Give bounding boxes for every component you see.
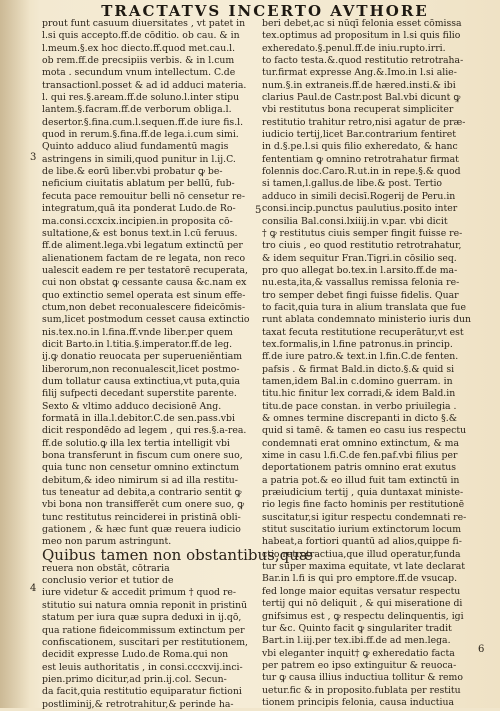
text-line: desertor.§.fina.cum.l.sequen.ff.de iure fis.l. [42,116,244,128]
text-line: in d.§.pe.l.si quis filio exheredato, & hanc [262,141,458,153]
text-line: sum,licet postmodum cesset causa extinctio [42,314,250,326]
text-line: to facto testa.&.quod restitutio retrotraha- [262,55,464,67]
text-line: formatā in illa.l.debitor.C.de sen.pass.vbi [42,413,235,424]
text-line: titu.hic finitur lex corradi,& idem Bald.in [262,388,456,400]
text-line: tionem principis felonia, causa inductiua [262,696,455,708]
text-line: dum tollatur causa extinctiua,vt puta,quia [42,375,241,387]
text-line: ff.de solutio.ꝙ illa lex tertia intelligit vbi [42,437,230,449]
right-text-column [262,18,474,709]
text-line: ma.consi.ccxcix.incipien.in proposita cō- [42,215,233,227]
text-line: habeat,a fortiori quantū ad alios,quippe fi- [262,536,462,548]
text-line: iure videtur & accedit primum † quod re- [42,587,237,599]
text-line: reuera non obstāt, cōtraria [42,562,170,574]
text-line: titu.de pace constan. in verbo priuilegia . [262,400,457,412]
text-line: pafsis . & firmat Bald.in dicto.§.& quid si [262,363,455,375]
page-spine-shadow [0,0,30,708]
text-line: gationem , & hæc funt quæ reuera iudicio [42,524,241,536]
text-line: fed longe maior equitas versatur respectu [262,585,461,597]
text-line: debitum,& ideo nimirum si ad illa restitu- [42,474,238,486]
text-line: præiudicium tertij , quia duntaxat ministe- [262,487,464,499]
text-line: & omnes termine discrepanti in dicto §.& [262,413,457,424]
text-line: si tamen,l.gallus.de libe.& post. Tertio [262,178,443,190]
text-line: decidit expresse Ludo.de Roma.qui non [42,649,229,661]
text-line: alienationem factam de re legata, non reco [42,252,246,264]
text-line: neficium ciuitatis ablatum per bellū, fub- [42,178,235,190]
text-line: quo extinctio semel operata est sinum effe- [42,289,246,301]
text-line: stitutio sui natura omnia reponit in pristinū [42,599,248,611]
text-line: cui non obstat ꝙ cessante causa &c.nam ex [42,277,247,289]
text-line: tur &c. Quinto facit ꝙ singulariter tradit [262,622,452,634]
text-line: da facit,quia restitutio equiparatur fictioni [42,686,242,698]
text-line: tamen,idem Bal.in c.domino guerram. in [262,375,453,387]
text-line: pro quo allegat bo.tex.in l.arsito.ff.de ma- [262,264,458,276]
text-line: nis.tex.no.in l.fina.ff.vnde liber.per quem [42,326,233,338]
text-line: tro ciuis , eo quod restitutio retrotrahatur, [262,240,462,252]
text-line: deportationem patris omnino erat exutus [262,462,456,474]
text-line: ctum,non debet reconualescere fideicōmis- [42,301,246,313]
text-line: mota . secundum vnum intellectum. C.de [42,67,236,79]
text-line: restitutio trahitur retro,nisi agatur de præ- [262,116,466,128]
text-line: liberorum,non reconualescit,licet postmo- [42,363,240,375]
text-line: sultatione,& est bonus text.in l.cū feruus. [42,227,238,239]
text-line: ctio retrotractiua,que illud operatur,funda [262,548,461,560]
text-line: Sexto & vltimo adduco decisionē Ang. [42,400,222,412]
text-line: folennis doc.Caro.R.ut.in in repe.§.& quod [262,166,461,178]
text-line: l. qui res.§.aream.ff.de soluno.l.inter stipu [42,92,240,104]
text-line: tex.optimus ad propositum in l.si quis filio [262,30,461,42]
text-line: taxat fecuta restitutione recuperātur,vt est [262,326,464,338]
text-line: quid si tamē. & tamen eo casu ius respectu [262,425,467,437]
text-line: Quibus tamen non obstantibus,quæ [42,545,313,564]
text-line: exheredato.§.penul.ff.de iniu.rupto.irri. [262,42,446,54]
text-line: iudicio tertij,licet Bar.contrarium fentiret [262,129,456,141]
text-line: tro semper debet fingi fuisse fidelis. Quar [262,289,459,301]
text-line: l.si quis accepto.ff.de cōditio. ob cau. & in [42,30,240,42]
text-line: per patrem eo ipso extinguitur & reuoca- [262,659,457,671]
text-line: adduco in simili decisī.Rogerij de Peru.in [262,190,456,202]
text-line: tur ꝙ causa illius inductiua tollitur & remo [262,672,463,684]
text-line: gnifsimus est , ꝙ respectu delinquentis, igi [262,610,464,622]
text-line: stitut suscitatio iurium extinctorum locum [262,524,462,536]
text-line: † ꝙ restitutus ciuis semper fingit fuisse re- [262,227,463,239]
text-line: tunc restitutus reinciderei in pristinā obli- [42,511,241,523]
text-line: consi.incip.punctus paulutius.posito inter [262,203,458,215]
text-line: runt ablata condemnato ministerio iuris dun [262,314,471,326]
text-line: meo non parum astringunt. [42,536,172,548]
text-line: ob rem.ff.de precsipiis verbis. & in l.cum [42,55,235,67]
text-line: xime in casu l.fi.C.de fen.paf.vbi filius per [262,450,458,462]
text-line: quia tunc non censetur omnino extinctum [42,462,240,474]
text-line: Bart.in l.iij.per tex.ibi.ff.de ad men.lega. [262,635,451,647]
text-line: vbi bona non transifferĕt cum onere suo, ꝙ [42,499,245,511]
margin-number: 5 [255,205,262,216]
text-line: statum per iura quæ supra deduxi in ij.qō, [42,612,242,624]
text-line: confiscationem, suscitari per restitutionem, [42,636,248,648]
text-line: quod in rerum.§.fina.ff.de lega.i.cum simi. [42,129,239,141]
text-line: bona transferunt in fiscum cum onere suo, [42,450,243,462]
text-line: & idem sequitur Fran.Tigri.in cōsilio seq. [262,252,457,264]
text-line: ff.de iure patro.& text.in l.fin.C.de fenten. [262,351,459,363]
text-line: Quinto adduco aliud fundamentū magis [42,141,229,153]
text-line: l.meum.§.ex hoc diecto.ff.quod met.cau.l. [42,42,236,54]
text-line: ff.de aliment.lega.vbi legatum extinctū per [42,240,243,252]
text-line: tur super maxima equitate, vt late declarat [262,561,466,573]
text-line: fententiam ꝙ omnino retrotrahatur firmat [262,153,459,165]
text-line: dicit respondēdo ad legem , qui res.§.a-rea. [42,425,247,437]
text-line: est leuis authoritatis , in consi.cccxvij.inci- [42,661,243,673]
text-line: lantem.§.facram.ff.de verborum obliga.l. [42,104,232,116]
text-line: tur.firmat expresse Ang.&.Imo.in l.si alie- [262,67,457,79]
text-line: fecuta pace remouitur belli nō censetur re- [42,190,246,202]
text-line: beri debet,ac si nūqī felonia esset cōmissa [262,18,462,29]
text-line: integratum,quā ita ponderat Ludo.de Ro- [42,203,236,215]
text-line: tus teneatur ad debita,a contrario sentit ꝙ [42,487,242,499]
text-line: pien.primo dicitur,ad prin.ij.col. Secun- [42,673,227,685]
text-line: consilia Bal.consi.lxiiij.in v.par. vbi dicit [262,215,448,227]
text-line: Bar.in l.fi is qui pro emptore.ff.de vsucap. [262,573,458,585]
running-title: TRACTATVS INCERTO AVTHORE [101,2,429,20]
text-line: tex.formalis,in l.fine patronus.in princip. [262,338,453,350]
margin-number: 4 [30,583,37,594]
text-line: ualescit eadem re per testatorē recuperata, [42,264,249,276]
text-line: transactionl.posset & ad id adduci materia. [42,79,247,91]
margin-number: 3 [30,152,37,163]
text-line: a patria pot.& eo illud fuit tam extinctū in [262,474,460,486]
text-line: qua ratione fideicommissum extinctum per [42,624,245,636]
text-line: to facit,quia tura in alium translata que fue [262,301,466,313]
text-line: condemnati erat omnino extinctum, & ma [262,437,460,449]
text-line: prout funt casuum diuersitates , vt patet in [42,18,246,29]
text-line: ij.ꝙ donatio reuocata per superueniĕntiam [42,351,243,363]
text-line: num.§.in extraneis.ff.de hæred.insti.& ibi [262,79,456,91]
text-line: postliminij,& retrotrahitur,& perinde ha- [42,698,234,710]
left-text-column [42,18,313,711]
text-line: dicit Barto.in l.titia.§.imperator.ff.de leg. [42,338,233,350]
margin-number: 6 [478,644,485,655]
text-line: rio legis fine facto hominis per restitutionē [262,499,465,511]
text-line: suscitatur,si igitur respectu condemnati re- [262,511,467,523]
text-line: de libe.& eorū liber.vbi probatur ꝙ be- [42,166,223,178]
text-line: nu.esta,ita,& vassallus remissa felonia re- [262,277,460,289]
text-line: clarius Paul.de Castr.post Bal.vbi dicunt ꝙ [262,92,461,104]
text-line: uetur.fic & in proposito.fublata per restitu [262,684,461,696]
text-line: tertij qui nō deliquit , & qui miseratione di [262,598,463,610]
text-line: vbi restitutus bona recuperat simpliciter [262,104,454,116]
text-line: filij sufpecti decedant superstite parente. [42,388,237,400]
text-line: vbi eleganter inquit† ꝙ exheredatio facta [262,647,455,659]
text-line: conclusio verior et tutior de [42,575,174,587]
text-line: astringens in simili,quod punitur in l.ij.C. [42,153,236,165]
